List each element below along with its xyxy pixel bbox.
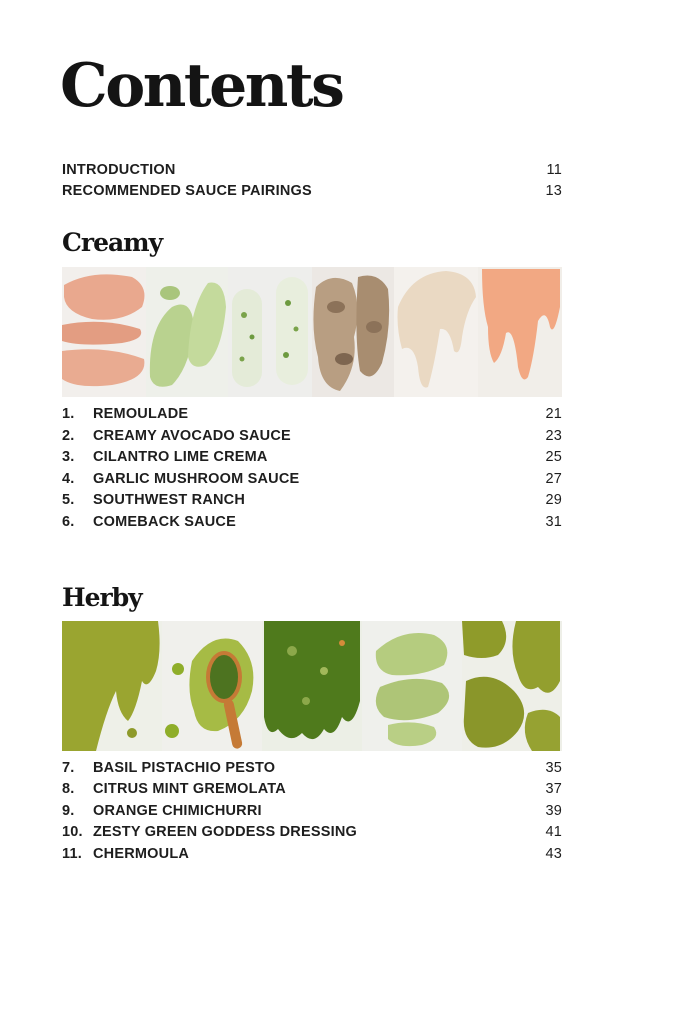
toc-entry-page: 29 (545, 492, 562, 508)
section-title-herby: Herby (62, 583, 142, 612)
toc-entry-page: 41 (545, 824, 562, 840)
toc-entry[interactable] (62, 469, 562, 489)
toc-entry-label: CHERMOULA (93, 846, 190, 862)
toc-entry[interactable] (62, 512, 562, 532)
toc-entry[interactable] (62, 822, 562, 842)
toc-entry-number: 6. (62, 514, 75, 530)
gremolata-swatch (162, 621, 262, 751)
toc-entry-label: GARLIC MUSHROOM SAUCE (93, 471, 300, 487)
toc-entry-page: 39 (545, 803, 562, 819)
comeback-swatch (478, 267, 562, 397)
toc-entry-number: 7. (62, 760, 75, 776)
toc-entry[interactable] (62, 801, 562, 821)
section-title-creamy: Creamy (62, 228, 163, 257)
toc-entry-label: REMOULADE (93, 406, 189, 422)
ranch-swatch (394, 267, 478, 397)
toc-entry-label: BASIL PISTACHIO PESTO (93, 760, 276, 776)
toc-entry-page: 43 (545, 846, 562, 862)
mushroom-swatch (312, 267, 394, 397)
toc-entry-label: CILANTRO LIME CREMA (93, 449, 268, 465)
cilantro-crema-swatch (228, 267, 312, 397)
toc-entry-page: 31 (545, 514, 562, 530)
toc-entry-page: 11 (546, 162, 562, 178)
toc-entry[interactable] (62, 404, 562, 424)
toc-entry-sauce-pairings[interactable] (62, 181, 562, 201)
toc-entry-page: 21 (545, 406, 562, 422)
creamy-sauce-photo-strip (62, 267, 562, 397)
toc-entry[interactable] (62, 426, 562, 446)
toc-entry-number: 8. (62, 781, 75, 797)
toc-entry-number: 2. (62, 428, 75, 444)
toc-entry-label: SOUTHWEST RANCH (93, 492, 246, 508)
toc-entry-page: 13 (545, 183, 562, 199)
toc-entry-label: RECOMMENDED SAUCE PAIRINGS (62, 183, 312, 199)
avocado-swatch (146, 267, 228, 397)
toc-entry-number: 10. (62, 824, 83, 840)
toc-entry-page: 23 (545, 428, 562, 444)
green-goddess-swatch (362, 621, 462, 751)
toc-entry-number: 9. (62, 803, 75, 819)
toc-entry-label: COMEBACK SAUCE (93, 514, 236, 530)
toc-entry[interactable] (62, 758, 562, 778)
toc-entry-label: ZESTY GREEN GODDESS DRESSING (93, 824, 357, 840)
toc-entry-page: 35 (545, 760, 562, 776)
toc-entry-label: CREAMY AVOCADO SAUCE (93, 428, 291, 444)
chermoula-swatch (462, 621, 562, 751)
toc-entry-page: 25 (545, 449, 562, 465)
toc-entry[interactable] (62, 490, 562, 510)
chimichurri-swatch (262, 621, 362, 751)
toc-entry-label: CITRUS MINT GREMOLATA (93, 781, 286, 797)
toc-entry-number: 5. (62, 492, 75, 508)
toc-entry-page: 27 (545, 471, 562, 487)
toc-entry[interactable] (62, 779, 562, 799)
pesto-swatch (62, 621, 162, 751)
toc-entry[interactable] (62, 844, 562, 864)
toc-entry[interactable] (62, 447, 562, 467)
toc-entry-number: 3. (62, 449, 75, 465)
toc-entry-introduction[interactable] (62, 160, 562, 180)
remoulade-swatch (62, 267, 146, 397)
page-title: Contents (60, 51, 343, 121)
toc-entry-number: 1. (62, 406, 75, 422)
toc-entry-label: INTRODUCTION (62, 162, 176, 178)
toc-entry-label: ORANGE CHIMICHURRI (93, 803, 262, 819)
herby-sauce-photo-strip (62, 621, 562, 751)
toc-entry-number: 11. (62, 846, 82, 862)
toc-entry-number: 4. (62, 471, 75, 487)
toc-entry-page: 37 (545, 781, 562, 797)
